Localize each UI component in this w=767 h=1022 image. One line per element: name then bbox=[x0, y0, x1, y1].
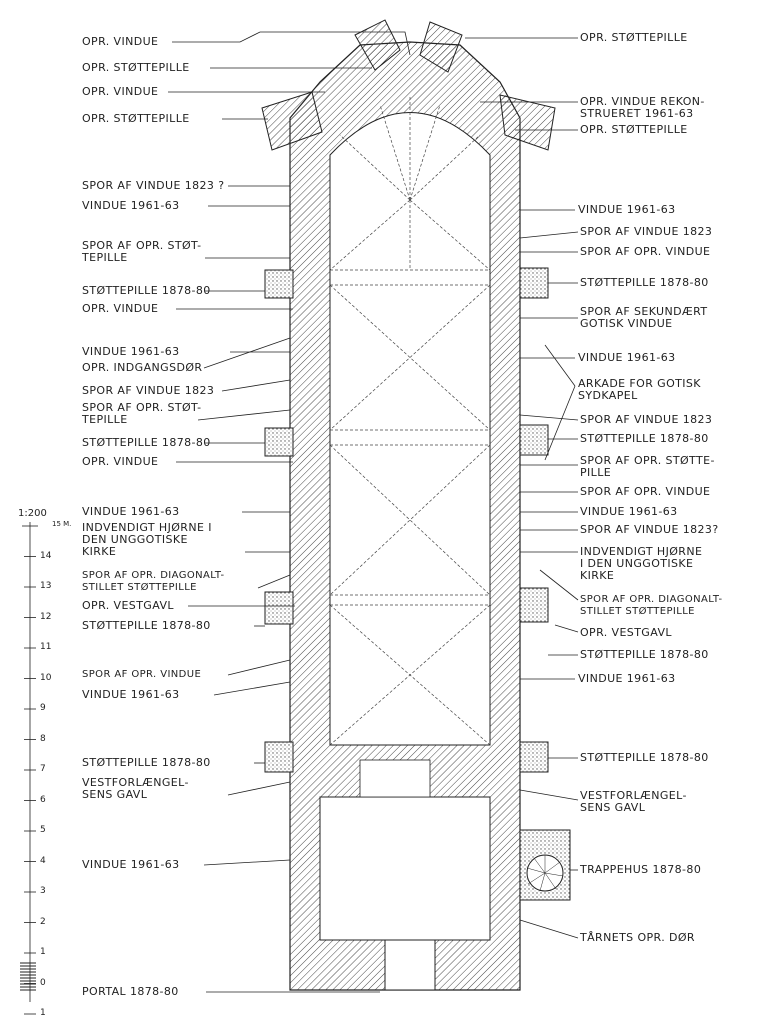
scale-tick-label: 14 bbox=[40, 550, 52, 561]
label-right: OPR. VINDUE REKON- STRUERET 1961-63 bbox=[580, 95, 705, 120]
label-left: STØTTEPILLE 1878-80 bbox=[82, 436, 211, 449]
scale-tick-label: 5 bbox=[40, 825, 46, 835]
scale-tick-label: 0 bbox=[40, 977, 46, 988]
label-left: VESTFORLÆNGEL- SENS GAVL bbox=[82, 776, 189, 801]
label-right: VESTFORLÆNGEL- SENS GAVL bbox=[580, 789, 687, 814]
scale-tick-label: 8 bbox=[40, 733, 46, 744]
label-left: INDVENDIGT HJØRNE I DEN UNGGOTISKE KIRKE bbox=[82, 521, 212, 558]
label-left: STØTTEPILLE 1878-80 bbox=[82, 284, 211, 297]
scale-ratio: 1:200 bbox=[18, 508, 47, 519]
scale-tick-label: 1 bbox=[40, 1008, 46, 1018]
label-left: OPR. VINDUE bbox=[82, 85, 159, 98]
stair-house bbox=[520, 830, 570, 900]
label-right: SPOR AF VINDUE 1823 bbox=[580, 225, 713, 238]
label-right: SPOR AF SEKUNDÆRT GOTISK VINDUE bbox=[580, 305, 708, 330]
scale-tick-label: 2 bbox=[40, 916, 46, 927]
label-left: SPOR AF OPR. DIAGONALT- STILLET STØTTEPILLE bbox=[82, 570, 225, 593]
label-left: SPOR AF OPR. VINDUE bbox=[82, 669, 202, 680]
label-right: INDVENDIGT HJØRNE I DEN UNGGOTISKE KIRKE bbox=[580, 545, 703, 582]
label-right: STØTTEPILLE 1878-80 bbox=[580, 648, 709, 661]
scale-tick-label: 4 bbox=[40, 855, 46, 866]
label-right: SPOR AF OPR. VINDUE bbox=[580, 245, 711, 258]
label-left: VINDUE 1961-63 bbox=[82, 345, 180, 358]
label-left: VINDUE 1961-63 bbox=[82, 858, 180, 871]
label-right: STØTTEPILLE 1878-80 bbox=[580, 276, 709, 289]
label-right: OPR. STØTTEPILLE bbox=[580, 31, 688, 44]
label-right: TRAPPEHUS 1878-80 bbox=[580, 863, 702, 876]
scale-tick-label: 10 bbox=[40, 672, 52, 683]
label-left: VINDUE 1961-63 bbox=[82, 688, 180, 701]
label-left: OPR. VESTGAVL bbox=[82, 599, 174, 612]
label-right: OPR. VESTGAVL bbox=[580, 626, 672, 639]
label-left: SPOR AF VINDUE 1823 ? bbox=[82, 179, 225, 192]
label-left: SPOR AF OPR. STØT- TEPILLE bbox=[82, 401, 202, 426]
label-right: VINDUE 1961-63 bbox=[578, 203, 676, 216]
label-left: VINDUE 1961-63 bbox=[82, 505, 180, 518]
scale-tick-label: 13 bbox=[40, 581, 52, 591]
scale-unit: 15 M. bbox=[52, 520, 72, 528]
label-left: PORTAL 1878-80 bbox=[82, 985, 179, 998]
label-right: OPR. STØTTEPILLE bbox=[580, 123, 688, 136]
label-right: SPOR AF OPR. STØTTE- PILLE bbox=[580, 454, 715, 479]
label-right: TÅRNETS OPR. DØR bbox=[580, 931, 695, 944]
label-right: VINDUE 1961-63 bbox=[578, 351, 676, 364]
scale-tick-label: 9 bbox=[40, 703, 46, 713]
label-left: OPR. STØTTEPILLE bbox=[82, 112, 190, 125]
label-right: STØTTEPILLE 1878-80 bbox=[580, 751, 709, 764]
label-right: SPOR AF VINDUE 1823? bbox=[580, 523, 719, 536]
label-left: STØTTEPILLE 1878-80 bbox=[82, 619, 211, 632]
label-left: SPOR AF VINDUE 1823 bbox=[82, 384, 215, 397]
scale-tick-label: 3 bbox=[40, 886, 46, 896]
label-left: VINDUE 1961-63 bbox=[82, 199, 180, 212]
label-right: ARKADE FOR GOTISK SYDKAPEL bbox=[578, 377, 701, 402]
label-left: OPR. INDGANGSDØR bbox=[82, 361, 203, 374]
scale-tick-label: 6 bbox=[40, 794, 46, 805]
label-left: OPR. VINDUE bbox=[82, 455, 159, 468]
label-right: VINDUE 1961-63 bbox=[578, 672, 676, 685]
label-right: SPOR AF VINDUE 1823 bbox=[580, 413, 713, 426]
label-right: STØTTEPILLE 1878-80 bbox=[580, 432, 709, 445]
scale-tick-label: 11 bbox=[40, 642, 52, 652]
label-left: OPR. VINDUE bbox=[82, 35, 159, 48]
label-right: SPOR AF OPR. VINDUE bbox=[580, 485, 711, 498]
label-left: OPR. STØTTEPILLE bbox=[82, 61, 190, 74]
label-right: SPOR AF OPR. DIAGONALT- STILLET STØTTEPILLE bbox=[580, 594, 723, 617]
label-left: SPOR AF OPR. STØT- TEPILLE bbox=[82, 239, 202, 264]
label-left: OPR. VINDUE bbox=[82, 302, 159, 315]
scale-tick-label: 12 bbox=[40, 611, 52, 622]
scale-bar bbox=[20, 522, 38, 1014]
scale-tick-label: 7 bbox=[40, 764, 46, 774]
label-right: VINDUE 1961-63 bbox=[580, 505, 678, 518]
scale-tick-label: 1 bbox=[40, 947, 46, 957]
label-left: STØTTEPILLE 1878-80 bbox=[82, 756, 211, 769]
